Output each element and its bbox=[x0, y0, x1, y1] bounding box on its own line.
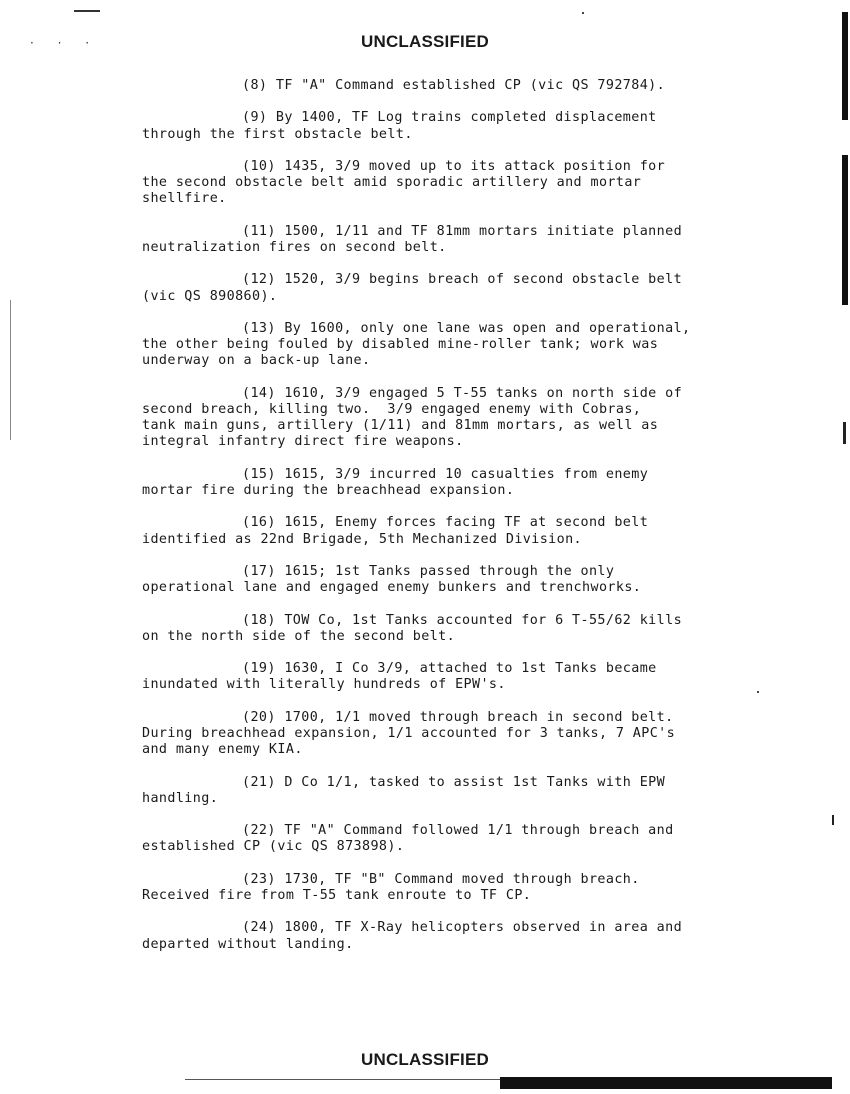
paragraph-number: (13) bbox=[242, 320, 276, 336]
paragraph-item bbox=[142, 78, 782, 94]
paragraph-continuation-line: through the first obstacle belt. bbox=[142, 126, 413, 142]
paragraph-item bbox=[142, 272, 782, 304]
scan-margin-line bbox=[10, 300, 11, 440]
paragraph-text: 1520, 3/9 begins breach of second obstacle belt bbox=[284, 272, 683, 288]
scan-speck bbox=[582, 12, 584, 14]
paragraph-first-line bbox=[142, 823, 782, 839]
paragraph-first-line bbox=[142, 467, 782, 483]
paragraph-text: 1500, 1/11 and TF 81mm mortars initiate planned bbox=[284, 223, 683, 239]
paragraph-first-line bbox=[142, 775, 782, 791]
paragraph-item bbox=[142, 467, 782, 499]
paragraph-text: 1435, 3/9 moved up to its attack position for bbox=[284, 158, 666, 174]
paragraph-text: 1730, TF "B" Command moved through breach. bbox=[284, 871, 640, 887]
paragraph-item bbox=[142, 920, 782, 952]
paragraph-first-line bbox=[142, 110, 782, 126]
paragraph-continuation-line: and many enemy KIA. bbox=[142, 742, 303, 758]
scan-artifact-dash bbox=[74, 10, 100, 12]
paragraph-first-line bbox=[142, 224, 782, 240]
paragraph-number: (9) bbox=[242, 110, 268, 126]
paragraph-text: 1615, 3/9 incurred 10 casualties from enemy bbox=[284, 466, 649, 482]
paragraph-text: 1630, I Co 3/9, attached to 1st Tanks became bbox=[284, 661, 657, 677]
paragraph-text: TF "A" Command followed 1/1 through breach and bbox=[284, 823, 674, 839]
paragraph-item bbox=[142, 159, 782, 208]
paragraph-number: (15) bbox=[242, 466, 276, 482]
paragraph-text: D Co 1/1, tasked to assist 1st Tanks with EPW bbox=[284, 774, 666, 790]
paragraph-first-line bbox=[142, 564, 782, 580]
paragraph-first-line bbox=[142, 159, 782, 175]
paragraph-item bbox=[142, 710, 782, 759]
paragraph-number: (20) bbox=[242, 709, 276, 725]
paragraph-first-line bbox=[142, 78, 782, 94]
paragraph-item bbox=[142, 613, 782, 645]
paragraph-first-line bbox=[142, 386, 782, 402]
paragraph-item bbox=[142, 321, 782, 370]
paragraph-item bbox=[142, 224, 782, 256]
document-body bbox=[142, 78, 782, 969]
paragraph-first-line bbox=[142, 661, 782, 677]
paragraph-first-line bbox=[142, 613, 782, 629]
footer-bar bbox=[500, 1077, 832, 1089]
paragraph-number: (10) bbox=[242, 158, 276, 174]
paragraph-continuation-line: identified as 22nd Brigade, 5th Mechanized Division. bbox=[142, 531, 583, 547]
paragraph-number: (14) bbox=[242, 385, 276, 401]
paragraph-number: (22) bbox=[242, 823, 276, 839]
paragraph-number: (18) bbox=[242, 612, 276, 628]
paragraph-text: TF "A" Command established CP (vic QS 792784). bbox=[275, 78, 666, 93]
paragraph-continuation-line: the second obstacle belt amid sporadic artillery and mortar bbox=[142, 175, 642, 191]
paragraph-number: (21) bbox=[242, 774, 276, 790]
paragraph-text: 1615; 1st Tanks passed through the only bbox=[284, 563, 615, 579]
paragraph-text: 1800, TF X-Ray helicopters observed in area and bbox=[284, 920, 683, 936]
paragraph-number: (16) bbox=[242, 515, 276, 531]
paragraph-text: By 1400, TF Log trains completed displacement bbox=[275, 110, 657, 126]
paragraph-continuation-line: established CP (vic QS 873898). bbox=[142, 839, 405, 855]
paragraph-number: (8) bbox=[242, 78, 268, 93]
paragraph-continuation-line: During breachhead expansion, 1/1 accounted for 3 tanks, 7 APC's bbox=[142, 725, 676, 741]
paragraph-continuation-line: on the north side of the second belt. bbox=[142, 628, 456, 644]
scan-edge-bar-middle bbox=[842, 155, 848, 305]
paragraph-item bbox=[142, 872, 782, 904]
paragraph-number: (19) bbox=[242, 661, 276, 677]
paragraph-continuation-line: handling. bbox=[142, 790, 219, 806]
paragraph-first-line bbox=[142, 321, 782, 337]
paragraph-continuation-line: operational lane and engaged enemy bunkers and trenchworks. bbox=[142, 580, 642, 596]
paragraph-text: 1700, 1/1 moved through breach in second belt. bbox=[284, 709, 674, 725]
paragraph-continuation-line: Received fire from T-55 tank enroute to TF CP. bbox=[142, 887, 532, 903]
classification-footer: UNCLASSIFIED bbox=[360, 1050, 490, 1069]
paragraph-continuation-line: integral infantry direct fire weapons. bbox=[142, 434, 464, 450]
paragraph-first-line bbox=[142, 872, 782, 888]
paragraph-text: TOW Co, 1st Tanks accounted for 6 T-55/62 kills bbox=[284, 612, 683, 628]
paragraph-number: (12) bbox=[242, 272, 276, 288]
paragraph-item bbox=[142, 823, 782, 855]
paragraph-continuation-line: tank main guns, artillery (1/11) and 81mm mortars, as well as bbox=[142, 418, 659, 434]
paragraph-first-line bbox=[142, 920, 782, 936]
paragraph-item bbox=[142, 564, 782, 596]
paragraph-first-line bbox=[142, 710, 782, 726]
paragraph-number: (23) bbox=[242, 871, 276, 887]
paragraph-continuation-line: (vic QS 890860). bbox=[142, 288, 278, 304]
paragraph-item bbox=[142, 775, 782, 807]
paragraph-text: By 1600, only one lane was open and operational, bbox=[284, 320, 691, 336]
paragraph-continuation-line: the other being fouled by disabled mine-roller tank; work was bbox=[142, 337, 659, 353]
paragraph-number: (17) bbox=[242, 563, 276, 579]
paragraph-text: 1610, 3/9 engaged 5 T-55 tanks on north side of bbox=[284, 385, 683, 401]
paragraph-continuation-line: mortar fire during the breachhead expansion. bbox=[142, 482, 515, 498]
classification-header: UNCLASSIFIED bbox=[360, 32, 490, 51]
scan-edge-tick bbox=[832, 815, 834, 825]
paragraph-continuation-line: second breach, killing two. 3/9 engaged enemy with Cobras, bbox=[142, 401, 642, 417]
paragraph-first-line bbox=[142, 515, 782, 531]
paragraph-number: (11) bbox=[242, 223, 276, 239]
paragraph-continuation-line: inundated with literally hundreds of EPW's. bbox=[142, 677, 506, 693]
paragraph-continuation-line: neutralization fires on second belt. bbox=[142, 239, 447, 255]
scan-artifact-dots: · · · bbox=[30, 36, 100, 50]
scan-edge-tick bbox=[843, 422, 846, 444]
paragraph-text: 1615, Enemy forces facing TF at second belt bbox=[284, 515, 649, 531]
paragraph-item bbox=[142, 661, 782, 693]
paragraph-item bbox=[142, 386, 782, 451]
paragraph-continuation-line: underway on a back-up lane. bbox=[142, 353, 371, 369]
paragraph-continuation-line: shellfire. bbox=[142, 191, 227, 207]
paragraph-item bbox=[142, 110, 782, 142]
scan-edge-bar-top bbox=[842, 12, 848, 120]
paragraph-item bbox=[142, 515, 782, 547]
paragraph-continuation-line: departed without landing. bbox=[142, 936, 354, 952]
paragraph-number: (24) bbox=[242, 920, 276, 936]
paragraph-first-line bbox=[142, 272, 782, 288]
